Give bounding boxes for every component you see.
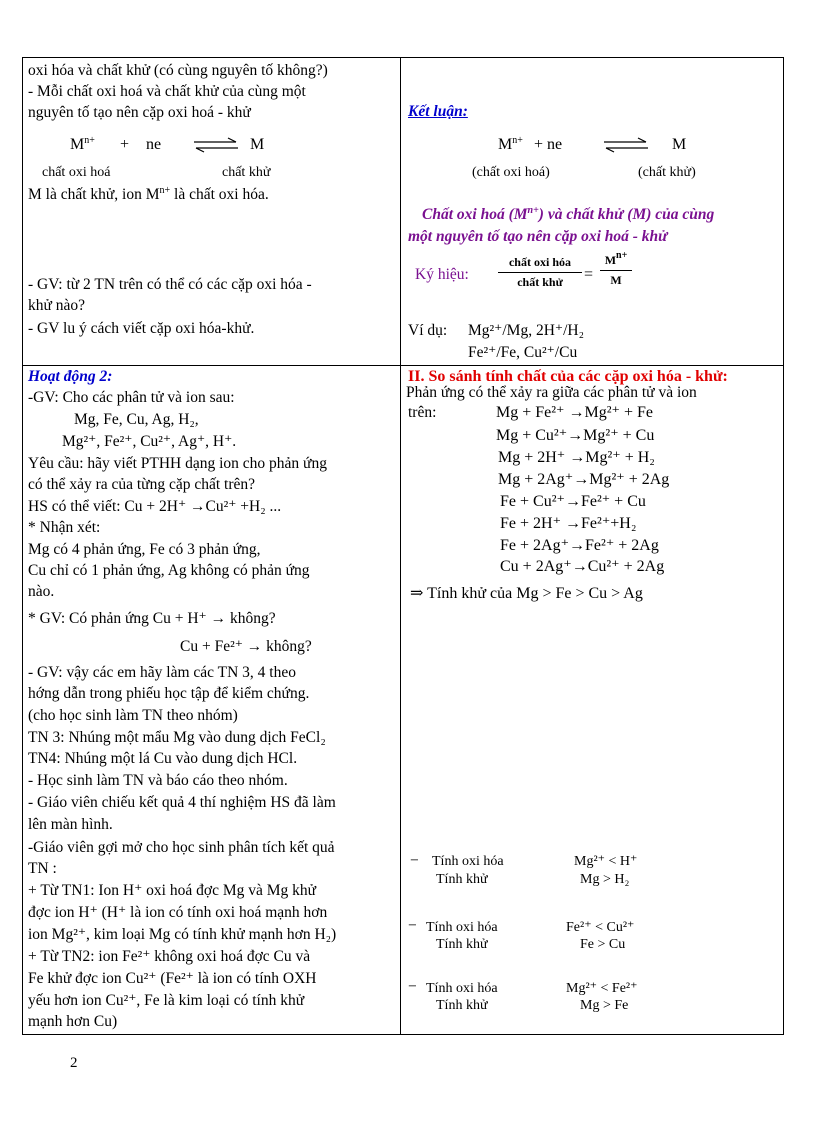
label-reductant: chất khử	[222, 165, 271, 180]
equation-left: $M^{n+}$	[70, 135, 95, 153]
text-line: + Từ TN2: ion Fe²⁺ không oxi hoá đợc Cu và	[28, 948, 311, 965]
text-line: nguyên tố tạo nên cặp oxi hoá - khử	[28, 104, 251, 121]
text-line: lên màn hình.	[28, 816, 113, 833]
table-row-divider	[22, 365, 784, 366]
equilibrium-arrow-icon	[602, 137, 650, 153]
equilibrium-arrow-icon	[192, 137, 240, 153]
example-label: Ví dụ:	[408, 322, 448, 339]
compare-label: Tính khử	[436, 998, 488, 1013]
text-line: yếu hơn ion Cu²⁺, Fe là kim loại có tính khử	[28, 992, 305, 1009]
text-line: Phản ứng có thể xảy ra giữa các phân tử và ion	[406, 384, 697, 401]
equation-left: $M^{n+}$	[498, 135, 523, 153]
compare-label: Tính khử	[436, 937, 488, 952]
reaction-equation: Mg + 2H⁺ →Mg²⁺ + H₂	[498, 449, 655, 466]
compare-value: Mg > H₂	[580, 872, 630, 887]
activity-heading: Hoạt động 2:	[28, 368, 113, 385]
table-border-left	[22, 57, 23, 1035]
compare-value: Mg²⁺ < H⁺	[574, 854, 638, 869]
text-line: Cu + Fe²⁺ → không?	[180, 638, 312, 655]
text-line: đợc ion H⁺ (H⁺ là ion có tính oxi hoá mạnh hơn	[28, 904, 328, 921]
equation-right: M	[250, 136, 265, 153]
text-line: Yêu cầu: hãy viết PTHH dạng ion cho phản ứng	[28, 455, 327, 472]
text-line: - GV: vậy các em hãy làm các TN 3, 4 theo	[28, 664, 296, 681]
reaction-equation: Cu + 2Ag⁺→Cu²⁺ + 2Ag	[500, 558, 665, 575]
text-line: - GV lu ý cách viết cặp oxi hóa-khử.	[28, 320, 255, 337]
compare-label: Tính oxi hóa	[426, 981, 498, 996]
text-line: Cu chỉ có 1 phản ứng, Ag không có phản ứng	[28, 562, 310, 579]
compare-value: Mg²⁺ < Fe²⁺	[566, 981, 638, 996]
equation-plus: +	[120, 136, 130, 153]
reaction-equation: Fe + 2H⁺ →Fe²⁺+H₂	[500, 515, 637, 532]
text-line: nào.	[28, 583, 55, 600]
conclusion-statement: một nguyên tố tạo nên cặp oxi hoá - khử	[408, 228, 668, 245]
table-border-bottom	[22, 1034, 784, 1035]
reaction-equation: Mg + Fe²⁺ →Mg²⁺ + Fe	[496, 404, 653, 421]
text-line: Fe khử đợc ion Cu²⁺ (Fe²⁺ là ion có tính OXH	[28, 970, 317, 987]
text-line: M là chất khử, ion $M^{n+}$ là chất oxi hóa.	[28, 185, 269, 203]
fraction-equals: =	[584, 266, 594, 283]
reaction-equation: Fe + Cu²⁺→Fe²⁺ + Cu	[500, 493, 646, 510]
text-line: ion Mg²⁺, kim loại Mg có tính khử mạnh hơn H₂)	[28, 926, 337, 943]
text-line: * GV: Có phản ứng Cu + H⁺ → không?	[28, 610, 276, 627]
text-line: có thể xảy ra của từng cặp chất trên?	[28, 476, 256, 493]
symbol-label: Ký hiệu:	[415, 266, 469, 283]
dash-marker: −	[410, 852, 419, 869]
text-line: Mg có 4 phản ứng, Fe có 3 phản ứng,	[28, 541, 261, 558]
text-line: oxi hóa và chất khử (có cùng nguyên tố không?)	[28, 62, 328, 79]
dash-marker: −	[408, 978, 417, 995]
ket-luan-heading: Kết luận:	[408, 103, 468, 120]
text-line: khử nào?	[28, 297, 86, 314]
equation-plus-ne: + ne	[534, 136, 563, 153]
reaction-equation: Mg + 2Ag⁺→Mg²⁺ + 2Ag	[498, 471, 670, 488]
reaction-equation: Mg + Cu²⁺→Mg²⁺ + Cu	[496, 427, 655, 444]
table-column-divider	[400, 57, 401, 1035]
text-line: HS có thể viết: Cu + 2H⁺ →Cu²⁺ +H₂ ...	[28, 498, 282, 515]
text-line: * Nhận xét:	[28, 519, 101, 536]
text-line: - Học sinh làm TN và báo cáo theo nhóm.	[28, 772, 288, 789]
text-line: + Từ TN1: Ion H⁺ oxi hoá đợc Mg và Mg khử	[28, 882, 317, 899]
compare-value: Fe²⁺ < Cu²⁺	[566, 920, 635, 935]
lesson-table	[22, 57, 784, 1035]
fraction-symbol: $\frac{M^{n+}}{M}$	[600, 253, 632, 288]
example-pairs: Mg²⁺/Mg, 2H⁺/H₂	[468, 322, 584, 339]
text-line: mạnh hơn Cu)	[28, 1013, 118, 1030]
text-line: hớng dẫn trong phiếu học tập để kiểm chứng.	[28, 685, 310, 702]
page-number: 2	[70, 1055, 78, 1071]
dash-marker: −	[408, 917, 417, 934]
label-oxidant: (chất oxi hoá)	[472, 165, 550, 180]
reaction-equation: Fe + 2Ag⁺→Fe²⁺ + 2Ag	[500, 537, 659, 554]
label-oxidant: chất oxi hoá	[42, 165, 111, 180]
fraction-notation: chất oxi hóa chất khử	[498, 255, 582, 290]
text-line: (cho học sinh làm TN theo nhóm)	[28, 707, 238, 724]
text-line: TN4: Nhúng một lá Cu vào dung dịch HCl.	[28, 750, 298, 767]
text-line: - Mỗi chất oxi hoá và chất khử của cùng một	[28, 83, 306, 100]
compare-value: Fe > Cu	[580, 937, 626, 952]
example-pairs: Fe²⁺/Fe, Cu²⁺/Cu	[468, 344, 578, 361]
table-border-right	[783, 57, 784, 1035]
text-line: - GV: từ 2 TN trên có thể có các cặp oxi hóa -	[28, 276, 312, 293]
text-line: Mg²⁺, Fe²⁺, Cu²⁺, Ag⁺, H⁺.	[62, 433, 237, 450]
text-line: Mg, Fe, Cu, Ag, H₂,	[74, 411, 199, 428]
text-line: -Giáo viên gợi mở cho học sinh phân tích kết quả	[28, 839, 335, 856]
section-heading: II. So sánh tính chất của các cặp oxi hóa - khử:	[408, 368, 728, 385]
text-line: -GV: Cho các phân tử và ion sau:	[28, 389, 235, 406]
label-reductant: (chất khử)	[638, 165, 696, 180]
equation-ne: ne	[146, 136, 162, 153]
compare-label: Tính khử	[436, 872, 488, 887]
conclusion-statement: Chất oxi hoá $(M^{n+})$ và chất khử (M) của cùng	[422, 205, 715, 223]
compare-label: Tính oxi hóa	[432, 854, 504, 869]
table-border-top	[22, 57, 784, 58]
conclusion-line: ⇒ Tính khử của Mg > Fe > Cu > Ag	[410, 585, 643, 602]
compare-value: Mg > Fe	[580, 998, 629, 1013]
compare-label: Tính oxi hóa	[426, 920, 498, 935]
text-line: trên:	[408, 404, 437, 421]
text-line: TN :	[28, 860, 57, 877]
text-line: - Giáo viên chiếu kết quả 4 thí nghiệm HS đã làm	[28, 794, 336, 811]
equation-right: M	[672, 136, 687, 153]
text-line: TN 3: Nhúng một mẩu Mg vào dung dịch FeCl₂	[28, 729, 326, 746]
